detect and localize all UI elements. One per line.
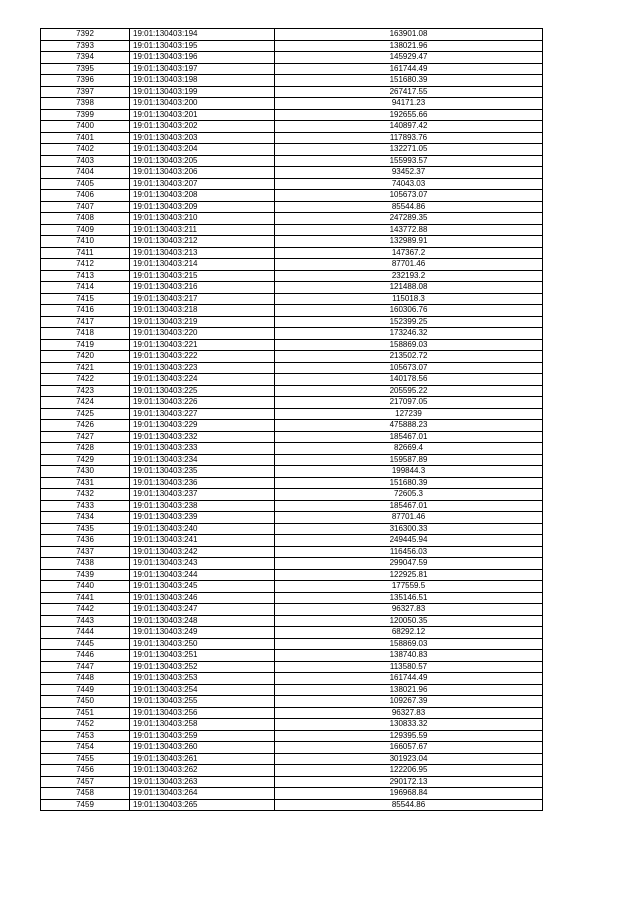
cadastral-number-cell: 19:01:130403:227 (130, 408, 275, 420)
row-number-cell: 7431 (41, 477, 130, 489)
value-cell: 158869.03 (275, 339, 543, 351)
table-row (41, 765, 543, 777)
table-row (41, 86, 543, 98)
value-cell: 475888.23 (275, 420, 543, 432)
value-cell: 82669.4 (275, 443, 543, 455)
row-number-cell: 7434 (41, 512, 130, 524)
cadastral-number-cell: 19:01:130403:211 (130, 224, 275, 236)
cadastral-number-cell: 19:01:130403:199 (130, 86, 275, 98)
cadastral-number-cell: 19:01:130403:216 (130, 282, 275, 294)
cadastral-number-cell: 19:01:130403:200 (130, 98, 275, 110)
row-number-cell: 7405 (41, 178, 130, 190)
table-row (41, 661, 543, 673)
table-row (41, 213, 543, 225)
table-row (41, 98, 543, 110)
row-number-cell: 7422 (41, 374, 130, 386)
row-number-cell: 7395 (41, 63, 130, 75)
cadastral-number-cell: 19:01:130403:241 (130, 535, 275, 547)
value-cell: 87701.46 (275, 259, 543, 271)
row-number-cell: 7421 (41, 362, 130, 374)
table-row (41, 776, 543, 788)
cadastral-number-cell: 19:01:130403:248 (130, 615, 275, 627)
table-row (41, 132, 543, 144)
value-cell: 151680.39 (275, 477, 543, 489)
cadastral-number-cell: 19:01:130403:229 (130, 420, 275, 432)
cadastral-number-cell: 19:01:130403:253 (130, 673, 275, 685)
row-number-cell: 7441 (41, 592, 130, 604)
row-number-cell: 7444 (41, 627, 130, 639)
cadastral-number-cell: 19:01:130403:264 (130, 788, 275, 800)
cadastral-number-cell: 19:01:130403:234 (130, 454, 275, 466)
value-cell: 196968.84 (275, 788, 543, 800)
table-row (41, 397, 543, 409)
table-row (41, 374, 543, 386)
table-row (41, 259, 543, 271)
cadastral-number-cell: 19:01:130403:198 (130, 75, 275, 87)
row-number-cell: 7451 (41, 707, 130, 719)
table-row (41, 155, 543, 167)
data-table (40, 28, 543, 811)
value-cell: 96327.83 (275, 604, 543, 616)
value-cell: 143772.88 (275, 224, 543, 236)
value-cell: 151680.39 (275, 75, 543, 87)
table-row (41, 569, 543, 581)
value-cell: 109267.39 (275, 696, 543, 708)
cadastral-number-cell: 19:01:130403:258 (130, 719, 275, 731)
value-cell: 217097.05 (275, 397, 543, 409)
value-cell: 301923.04 (275, 753, 543, 765)
row-number-cell: 7449 (41, 684, 130, 696)
value-cell: 116456.03 (275, 546, 543, 558)
value-cell: 94171.23 (275, 98, 543, 110)
value-cell: 177559.5 (275, 581, 543, 593)
row-number-cell: 7442 (41, 604, 130, 616)
table-row (41, 454, 543, 466)
row-number-cell: 7423 (41, 385, 130, 397)
cadastral-number-cell: 19:01:130403:208 (130, 190, 275, 202)
table-row (41, 431, 543, 443)
row-number-cell: 7456 (41, 765, 130, 777)
table-row (41, 305, 543, 317)
table-row (41, 615, 543, 627)
row-number-cell: 7415 (41, 293, 130, 305)
table-row (41, 247, 543, 259)
row-number-cell: 7412 (41, 259, 130, 271)
table-row (41, 500, 543, 512)
value-cell: 129395.59 (275, 730, 543, 742)
value-cell: 138021.96 (275, 40, 543, 52)
value-cell: 96327.83 (275, 707, 543, 719)
cadastral-number-cell: 19:01:130403:226 (130, 397, 275, 409)
cadastral-number-cell: 19:01:130403:207 (130, 178, 275, 190)
table-row (41, 799, 543, 811)
row-number-cell: 7427 (41, 431, 130, 443)
row-number-cell: 7414 (41, 282, 130, 294)
table-row (41, 144, 543, 156)
table-row (41, 730, 543, 742)
row-number-cell: 7419 (41, 339, 130, 351)
value-cell: 68292.12 (275, 627, 543, 639)
cadastral-number-cell: 19:01:130403:223 (130, 362, 275, 374)
table-row (41, 29, 543, 41)
cadastral-number-cell: 19:01:130403:237 (130, 489, 275, 501)
row-number-cell: 7459 (41, 799, 130, 811)
cadastral-number-cell: 19:01:130403:236 (130, 477, 275, 489)
value-cell: 159587.89 (275, 454, 543, 466)
row-number-cell: 7406 (41, 190, 130, 202)
value-cell: 132271.05 (275, 144, 543, 156)
cadastral-number-cell: 19:01:130403:195 (130, 40, 275, 52)
value-cell: 185467.01 (275, 431, 543, 443)
table-row (41, 282, 543, 294)
row-number-cell: 7416 (41, 305, 130, 317)
cadastral-number-cell: 19:01:130403:250 (130, 638, 275, 650)
cadastral-number-cell: 19:01:130403:201 (130, 109, 275, 121)
table-row (41, 121, 543, 133)
row-number-cell: 7445 (41, 638, 130, 650)
cadastral-number-cell: 19:01:130403:204 (130, 144, 275, 156)
cadastral-number-cell: 19:01:130403:206 (130, 167, 275, 179)
row-number-cell: 7435 (41, 523, 130, 535)
row-number-cell: 7400 (41, 121, 130, 133)
cadastral-number-cell: 19:01:130403:224 (130, 374, 275, 386)
row-number-cell: 7417 (41, 316, 130, 328)
table-row (41, 443, 543, 455)
value-cell: 199844.3 (275, 466, 543, 478)
value-cell: 87701.46 (275, 512, 543, 524)
cadastral-number-cell: 19:01:130403:265 (130, 799, 275, 811)
table-row (41, 351, 543, 363)
row-number-cell: 7408 (41, 213, 130, 225)
value-cell: 132989.91 (275, 236, 543, 248)
value-cell: 213502.72 (275, 351, 543, 363)
table-row (41, 316, 543, 328)
table-row (41, 512, 543, 524)
table-row (41, 546, 543, 558)
table-row (41, 385, 543, 397)
cadastral-number-cell: 19:01:130403:235 (130, 466, 275, 478)
table-row (41, 167, 543, 179)
row-number-cell: 7404 (41, 167, 130, 179)
value-cell: 161744.49 (275, 63, 543, 75)
table-body (41, 29, 543, 811)
table-row (41, 627, 543, 639)
row-number-cell: 7398 (41, 98, 130, 110)
value-cell: 205595.22 (275, 385, 543, 397)
table-row (41, 788, 543, 800)
row-number-cell: 7440 (41, 581, 130, 593)
row-number-cell: 7426 (41, 420, 130, 432)
value-cell: 316300.33 (275, 523, 543, 535)
value-cell: 232193.2 (275, 270, 543, 282)
value-cell: 127239 (275, 408, 543, 420)
cadastral-number-cell: 19:01:130403:262 (130, 765, 275, 777)
value-cell: 74043.03 (275, 178, 543, 190)
row-number-cell: 7418 (41, 328, 130, 340)
row-number-cell: 7399 (41, 109, 130, 121)
row-number-cell: 7438 (41, 558, 130, 570)
row-number-cell: 7457 (41, 776, 130, 788)
value-cell: 115018.3 (275, 293, 543, 305)
row-number-cell: 7458 (41, 788, 130, 800)
value-cell: 147367.2 (275, 247, 543, 259)
cadastral-number-cell: 19:01:130403:251 (130, 650, 275, 662)
table-row (41, 190, 543, 202)
table-row (41, 673, 543, 685)
table-row (41, 523, 543, 535)
cadastral-number-cell: 19:01:130403:263 (130, 776, 275, 788)
table-row (41, 52, 543, 64)
row-number-cell: 7443 (41, 615, 130, 627)
row-number-cell: 7407 (41, 201, 130, 213)
value-cell: 72605.3 (275, 489, 543, 501)
value-cell: 192655.66 (275, 109, 543, 121)
cadastral-number-cell: 19:01:130403:254 (130, 684, 275, 696)
cadastral-number-cell: 19:01:130403:260 (130, 742, 275, 754)
table-row (41, 63, 543, 75)
cadastral-number-cell: 19:01:130403:238 (130, 500, 275, 512)
row-number-cell: 7428 (41, 443, 130, 455)
value-cell: 140897.42 (275, 121, 543, 133)
row-number-cell: 7403 (41, 155, 130, 167)
table-row (41, 293, 543, 305)
cadastral-number-cell: 19:01:130403:214 (130, 259, 275, 271)
cadastral-number-cell: 19:01:130403:255 (130, 696, 275, 708)
cadastral-number-cell: 19:01:130403:219 (130, 316, 275, 328)
table-row (41, 339, 543, 351)
row-number-cell: 7424 (41, 397, 130, 409)
table-row (41, 109, 543, 121)
row-number-cell: 7447 (41, 661, 130, 673)
row-number-cell: 7425 (41, 408, 130, 420)
value-cell: 138740.83 (275, 650, 543, 662)
value-cell: 249445.94 (275, 535, 543, 547)
cadastral-number-cell: 19:01:130403:210 (130, 213, 275, 225)
cadastral-number-cell: 19:01:130403:242 (130, 546, 275, 558)
table-row (41, 178, 543, 190)
row-number-cell: 7436 (41, 535, 130, 547)
row-number-cell: 7411 (41, 247, 130, 259)
value-cell: 135146.51 (275, 592, 543, 604)
cadastral-number-cell: 19:01:130403:232 (130, 431, 275, 443)
cadastral-number-cell: 19:01:130403:220 (130, 328, 275, 340)
cadastral-number-cell: 19:01:130403:252 (130, 661, 275, 673)
table-row (41, 466, 543, 478)
cadastral-number-cell: 19:01:130403:213 (130, 247, 275, 259)
cadastral-number-cell: 19:01:130403:209 (130, 201, 275, 213)
value-cell: 290172.13 (275, 776, 543, 788)
cadastral-number-cell: 19:01:130403:194 (130, 29, 275, 41)
table-row (41, 362, 543, 374)
value-cell: 85544.86 (275, 201, 543, 213)
cadastral-number-cell: 19:01:130403:249 (130, 627, 275, 639)
row-number-cell: 7429 (41, 454, 130, 466)
value-cell: 166057.67 (275, 742, 543, 754)
row-number-cell: 7397 (41, 86, 130, 98)
row-number-cell: 7450 (41, 696, 130, 708)
row-number-cell: 7392 (41, 29, 130, 41)
value-cell: 122206.95 (275, 765, 543, 777)
table-row (41, 75, 543, 87)
table-row (41, 650, 543, 662)
value-cell: 160306.76 (275, 305, 543, 317)
value-cell: 113580.57 (275, 661, 543, 673)
table-row (41, 477, 543, 489)
value-cell: 140178.56 (275, 374, 543, 386)
table-row (41, 328, 543, 340)
value-cell: 152399.25 (275, 316, 543, 328)
cadastral-number-cell: 19:01:130403:259 (130, 730, 275, 742)
row-number-cell: 7394 (41, 52, 130, 64)
row-number-cell: 7453 (41, 730, 130, 742)
cadastral-number-cell: 19:01:130403:196 (130, 52, 275, 64)
table-row (41, 420, 543, 432)
cadastral-number-cell: 19:01:130403:222 (130, 351, 275, 363)
cadastral-number-cell: 19:01:130403:240 (130, 523, 275, 535)
value-cell: 173246.32 (275, 328, 543, 340)
table-row (41, 40, 543, 52)
table-row (41, 742, 543, 754)
cadastral-number-cell: 19:01:130403:239 (130, 512, 275, 524)
table-row (41, 236, 543, 248)
table-row (41, 270, 543, 282)
value-cell: 93452.37 (275, 167, 543, 179)
row-number-cell: 7401 (41, 132, 130, 144)
cadastral-number-cell: 19:01:130403:245 (130, 581, 275, 593)
value-cell: 122925.81 (275, 569, 543, 581)
value-cell: 158869.03 (275, 638, 543, 650)
row-number-cell: 7432 (41, 489, 130, 501)
value-cell: 138021.96 (275, 684, 543, 696)
value-cell: 145929.47 (275, 52, 543, 64)
cadastral-number-cell: 19:01:130403:197 (130, 63, 275, 75)
row-number-cell: 7455 (41, 753, 130, 765)
row-number-cell: 7402 (41, 144, 130, 156)
value-cell: 120050.35 (275, 615, 543, 627)
row-number-cell: 7448 (41, 673, 130, 685)
table-row (41, 604, 543, 616)
cadastral-number-cell: 19:01:130403:205 (130, 155, 275, 167)
value-cell: 299047.59 (275, 558, 543, 570)
value-cell: 163901.08 (275, 29, 543, 41)
value-cell: 105673.07 (275, 362, 543, 374)
row-number-cell: 7439 (41, 569, 130, 581)
row-number-cell: 7437 (41, 546, 130, 558)
cadastral-number-cell: 19:01:130403:212 (130, 236, 275, 248)
cadastral-number-cell: 19:01:130403:247 (130, 604, 275, 616)
table-row (41, 489, 543, 501)
cadastral-number-cell: 19:01:130403:244 (130, 569, 275, 581)
cadastral-number-cell: 19:01:130403:243 (130, 558, 275, 570)
row-number-cell: 7396 (41, 75, 130, 87)
document-page (40, 28, 543, 811)
cadastral-number-cell: 19:01:130403:203 (130, 132, 275, 144)
value-cell: 130833.32 (275, 719, 543, 731)
value-cell: 85544.86 (275, 799, 543, 811)
table-row (41, 684, 543, 696)
row-number-cell: 7420 (41, 351, 130, 363)
value-cell: 161744.49 (275, 673, 543, 685)
table-row (41, 592, 543, 604)
value-cell: 155993.57 (275, 155, 543, 167)
cadastral-number-cell: 19:01:130403:261 (130, 753, 275, 765)
value-cell: 117893.76 (275, 132, 543, 144)
table-row (41, 719, 543, 731)
table-row (41, 707, 543, 719)
table-row (41, 558, 543, 570)
row-number-cell: 7446 (41, 650, 130, 662)
cadastral-number-cell: 19:01:130403:202 (130, 121, 275, 133)
cadastral-number-cell: 19:01:130403:218 (130, 305, 275, 317)
value-cell: 267417.55 (275, 86, 543, 98)
value-cell: 105673.07 (275, 190, 543, 202)
table-row (41, 753, 543, 765)
row-number-cell: 7410 (41, 236, 130, 248)
row-number-cell: 7433 (41, 500, 130, 512)
cadastral-number-cell: 19:01:130403:217 (130, 293, 275, 305)
cadastral-number-cell: 19:01:130403:221 (130, 339, 275, 351)
row-number-cell: 7393 (41, 40, 130, 52)
row-number-cell: 7409 (41, 224, 130, 236)
table-row (41, 408, 543, 420)
cadastral-number-cell: 19:01:130403:233 (130, 443, 275, 455)
value-cell: 247289.35 (275, 213, 543, 225)
row-number-cell: 7413 (41, 270, 130, 282)
value-cell: 185467.01 (275, 500, 543, 512)
row-number-cell: 7454 (41, 742, 130, 754)
table-row (41, 696, 543, 708)
cadastral-number-cell: 19:01:130403:246 (130, 592, 275, 604)
table-row (41, 638, 543, 650)
table-row (41, 581, 543, 593)
row-number-cell: 7430 (41, 466, 130, 478)
table-row (41, 201, 543, 213)
cadastral-number-cell: 19:01:130403:256 (130, 707, 275, 719)
cadastral-number-cell: 19:01:130403:215 (130, 270, 275, 282)
table-row (41, 535, 543, 547)
cadastral-number-cell: 19:01:130403:225 (130, 385, 275, 397)
value-cell: 121488.08 (275, 282, 543, 294)
table-row (41, 224, 543, 236)
row-number-cell: 7452 (41, 719, 130, 731)
